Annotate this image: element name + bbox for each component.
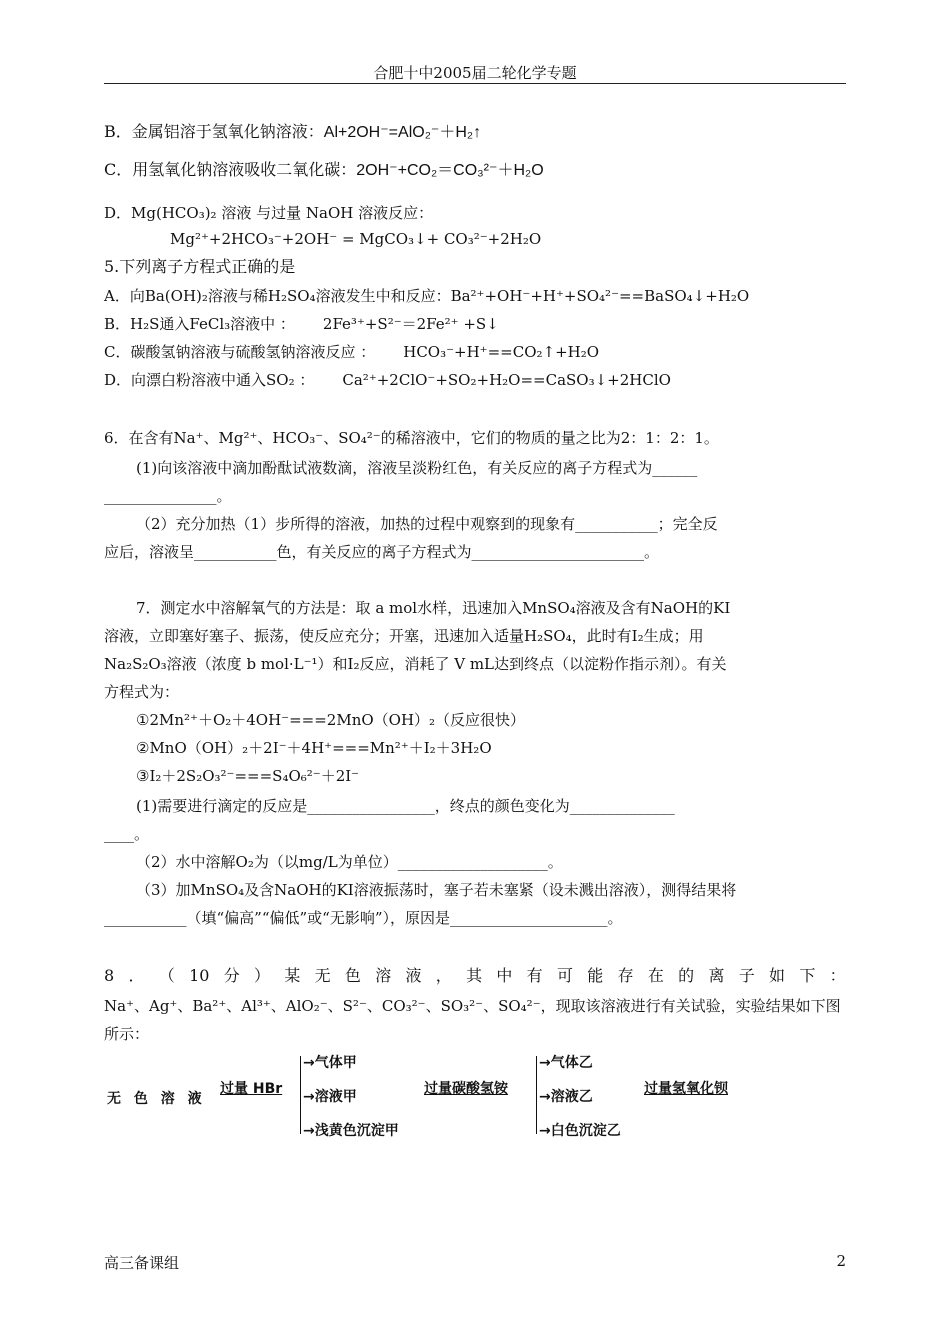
flow-out2-gas: →气体乙 bbox=[539, 1055, 593, 1071]
q8-line3: 所示： bbox=[104, 1025, 150, 1043]
q6-part2-line1: （2）充分加热（1）步所得的溶液，加热的过程中观察到的现象有___________；完全反 bbox=[136, 515, 718, 533]
q7-line3: Na₂S₂O₃溶液（浓度 b mol·L⁻¹）和I₂反应，消耗了 V mL达到终点（以淀粉作指示剂）。有关 bbox=[104, 655, 727, 673]
q8-stem-token: 10 bbox=[189, 966, 210, 985]
q7-line1: 7．测定水中溶解氧气的方法是：取 a mol水样，迅速加入MnSO₄溶液及含有NaOH的KI bbox=[136, 599, 731, 617]
q6-part2-line2: 应后，溶液呈___________色，有关反应的离子方程式为_______________________。 bbox=[104, 543, 660, 561]
flow-reagent-1: 过量 HBr bbox=[220, 1081, 283, 1097]
q4-option-c bbox=[104, 160, 544, 181]
page-number: 2 bbox=[836, 1252, 846, 1270]
q4-option-b bbox=[104, 122, 481, 143]
q7-line2: 溶液，立即塞好塞子、振荡，使反应充分；开塞，迅速加入适量H₂SO₄，此时有I₂生成；用 bbox=[104, 627, 704, 645]
q5-option-d-text: D．向漂白粉溶液中通入SO₂ ： bbox=[104, 371, 315, 389]
q8-stem-token: 溶 bbox=[375, 966, 392, 985]
q7-part1-line2: ____。 bbox=[104, 825, 150, 843]
q7-equation-2: ②MnO（OH）₂＋2I⁻＋4H⁺===Mn²⁺＋I₂＋3H₂O bbox=[136, 739, 492, 757]
q8-stem-token: 能 bbox=[587, 966, 604, 985]
q5-option-a-text: A．向Ba(OH)₂溶液与稀H₂SO₄溶液发生中和反应： bbox=[104, 287, 451, 305]
q8-stem-token: 下 bbox=[799, 966, 816, 985]
q8-stem-token: 分 bbox=[223, 966, 240, 985]
q8-stem-token: 子 bbox=[738, 966, 755, 985]
q8-stem-token: ， bbox=[435, 966, 452, 985]
q8-stem-token: ． bbox=[128, 966, 145, 985]
flow-reagent-3: 过量氢氧化钡 bbox=[644, 1081, 728, 1097]
q6-part1-line1: (1)向该溶液中滴加酚酞试液数滴，溶液呈淡粉红色，有关反应的离子方程式为______ bbox=[136, 459, 698, 477]
flow-brace-1 bbox=[300, 1056, 301, 1134]
q5-option-a-formula: Ba²⁺+OH⁻+H⁺+SO₄²⁻==BaSO₄↓+H₂O bbox=[450, 287, 750, 305]
q8-stem-token: 8 bbox=[104, 966, 115, 985]
q8-stem-token: （ bbox=[158, 966, 175, 985]
q8-stem-token: 可 bbox=[556, 966, 573, 985]
flow-out1-gas: →气体甲 bbox=[303, 1055, 357, 1071]
q4-option-d: D．Mg(HCO₃)₂ 溶液 与过量 NaOH 溶液反应： bbox=[104, 204, 434, 222]
q4-option-b-text: B．金属铝溶于氢氧化钠溶液： bbox=[104, 122, 324, 141]
q5-option-c-text: C．碳酸氢钠溶液与硫酸氢钠溶液反应 ： bbox=[104, 343, 376, 361]
q7-equation-1: ①2Mn²⁺＋O₂＋4OH⁻===2MnO（OH）₂（反应很快） bbox=[136, 711, 526, 729]
q8-stem-token: 离 bbox=[708, 966, 725, 985]
flow-out1-precipitate: →浅黄色沉淀甲 bbox=[303, 1123, 399, 1139]
q5-option-d-formula: Ca²⁺+2ClO⁻+SO₂+H₂O==CaSO₃↓+2HClO bbox=[342, 371, 671, 389]
q7-equation-3: ③I₂＋2S₂O₃²⁻===S₄O₆²⁻＋2I⁻ bbox=[136, 767, 360, 785]
page-header-title: 合肥十中2005届二轮化学专题 bbox=[373, 64, 577, 82]
q7-part2: （2）水中溶解O₂为（以mg/L为单位）____________________。 bbox=[136, 853, 563, 871]
footer-group: 高三备课组 bbox=[104, 1254, 180, 1272]
flow-out2-solution: →溶液乙 bbox=[539, 1089, 593, 1105]
q8-stem-token: ： bbox=[829, 966, 846, 985]
q4-option-c-formula: 2OH⁻+CO₂＝CO₃²⁻＋H₂O bbox=[356, 162, 544, 179]
q8-stem-token: 的 bbox=[678, 966, 695, 985]
q6-part1-line2: _______________。 bbox=[104, 487, 232, 505]
header-rule bbox=[104, 83, 846, 84]
q8-stem-token: 无 bbox=[314, 966, 331, 985]
q8-stem-token: 在 bbox=[647, 966, 664, 985]
q8-stem-token: 某 bbox=[284, 966, 301, 985]
q8-stem-token: 有 bbox=[526, 966, 543, 985]
flow-out1-solution: →溶液甲 bbox=[303, 1089, 357, 1105]
q8-ions-line: Na⁺、Ag⁺、Ba²⁺、Al³⁺、AlO₂⁻、S²⁻、CO₃²⁻、SO₃²⁻、SO₄²⁻，现取该溶液进行有关试验，实验结果如下图 bbox=[104, 997, 841, 1015]
q8-stem-token: ） bbox=[254, 966, 271, 985]
q5-option-c-formula: HCO₃⁻+H⁺==CO₂↑+H₂O bbox=[403, 343, 600, 361]
flow-brace-2 bbox=[536, 1056, 537, 1134]
q5-option-b-formula: 2Fe³⁺+S²⁻＝2Fe²⁺ +S↓ bbox=[322, 315, 499, 333]
q8-stem-token: 其 bbox=[466, 966, 483, 985]
q8-stem-token: 液 bbox=[405, 966, 422, 985]
q5-option-c bbox=[104, 342, 599, 362]
q5-option-b bbox=[104, 314, 499, 334]
q8-stem bbox=[104, 966, 846, 986]
q6-stem: 6．在含有Na⁺、Mg²⁺、HCO₃⁻、SO₄²⁻的稀溶液中，它们的物质的量之比为2：1：2：1。 bbox=[104, 429, 719, 447]
q7-part3-line1: （3）加MnSO₄及含NaOH的KI溶液振荡时，塞子若未塞紧（设未溅出溶液），测得结果将 bbox=[136, 881, 737, 899]
q4-option-c-text: C．用氢氧化钠溶液吸收二氧化碳： bbox=[104, 160, 357, 179]
q7-part1-line1: (1)需要进行滴定的反应是_________________，终点的颜色变化为______________ bbox=[136, 797, 675, 815]
q8-stem-token: 存 bbox=[617, 966, 634, 985]
q7-part3-line2: ___________（填“偏高”“偏低”或“无影响”），原因是_____________________。 bbox=[104, 909, 623, 927]
q5-option-b-text: B．H₂S通入FeCl₃溶液中 ： bbox=[104, 315, 295, 333]
flow-start-label: 无 色 溶 液 bbox=[107, 1091, 206, 1107]
q8-stem-token: 中 bbox=[496, 966, 513, 985]
q8-stem-token: 色 bbox=[344, 966, 361, 985]
flow-reagent-2: 过量碳酸氢铵 bbox=[424, 1081, 508, 1097]
q4-option-b-formula: Al+2OH⁻=AlO₂⁻＋H₂↑ bbox=[323, 124, 482, 141]
q5-option-d bbox=[104, 370, 671, 390]
q5-stem: 5.下列离子方程式正确的是 bbox=[104, 257, 296, 276]
q7-line4: 方程式为： bbox=[104, 683, 180, 701]
q4-option-d-formula: Mg²⁺+2HCO₃⁻+2OH⁻ = MgCO₃↓+ CO₃²⁻+2H₂O bbox=[170, 230, 542, 248]
q5-option-a bbox=[104, 286, 749, 306]
flow-out2-precipitate: →白色沉淀乙 bbox=[539, 1123, 621, 1139]
q8-stem-token: 如 bbox=[769, 966, 786, 985]
